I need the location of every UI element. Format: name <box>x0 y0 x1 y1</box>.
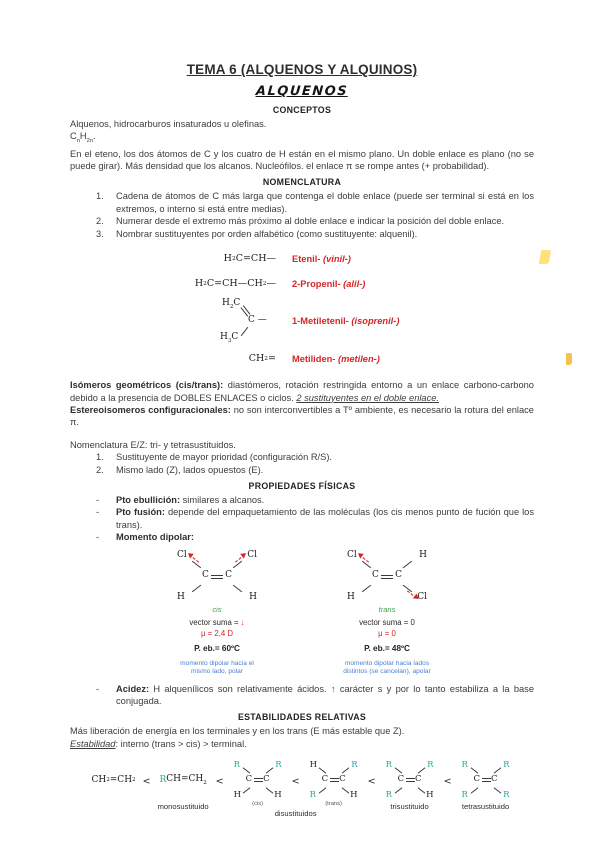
atom-label: R <box>503 760 510 771</box>
note-line: momento dipolar hacia el <box>180 659 254 667</box>
dipole-moment-figure <box>70 550 534 677</box>
item-lead: Pto fusión: <box>116 507 165 518</box>
name-text: 1-Metiletenil- <box>292 316 349 327</box>
atom-label: H <box>309 760 318 771</box>
acidity-list <box>70 683 534 708</box>
carbon-label: C <box>473 774 481 785</box>
substituent-figure <box>142 246 462 371</box>
carbon-label: C <box>491 774 498 785</box>
disubstituted-pair <box>231 760 361 807</box>
list-marker: 2. <box>96 216 104 227</box>
r-group: R <box>159 775 167 786</box>
bond <box>341 768 349 774</box>
substituent-row-metiliden <box>142 346 462 371</box>
chemical-formula <box>159 760 206 800</box>
dipole-moment-value: μ = 0 <box>378 628 396 638</box>
group-label: C — <box>248 315 267 326</box>
item-lead: Pto ebullición: <box>116 494 181 505</box>
page-title: TEMA 6 (ALQUENOS Y ALQUINOS) <box>186 62 418 77</box>
atom-label: Cl <box>417 591 427 602</box>
list-item <box>70 451 534 463</box>
atom-label: R <box>427 760 434 771</box>
trans-structure <box>307 760 361 800</box>
series-item-trans <box>307 760 361 807</box>
double-bond <box>254 778 263 782</box>
list-item <box>70 190 534 215</box>
section-heading-estabilidades: ESTABILIDADES RELATIVAS <box>237 712 367 723</box>
series-label: tetrasustituido <box>461 802 510 812</box>
double-bond <box>381 575 393 579</box>
list-marker: 1. <box>96 191 104 202</box>
substituent-name <box>292 279 365 289</box>
formula-rest: $CH=CH_2$ <box>166 774 207 787</box>
yellow-highlight-mark <box>539 250 551 264</box>
geometric-isomers-paragraph <box>70 379 534 404</box>
carbon-label: C <box>372 569 379 580</box>
configurational-stereoisomers-paragraph <box>70 404 534 429</box>
paragraph-text: : interno (trans > cis) > terminal. <box>115 738 247 749</box>
series-sublabel: (trans) <box>325 801 342 808</box>
series-group-disubstituted <box>231 760 361 818</box>
series-item-cis <box>231 760 285 807</box>
isomer-label: cis <box>212 604 222 614</box>
atom-label: H <box>274 790 282 801</box>
carbon-label: C <box>339 774 346 785</box>
atom-label: Cl <box>247 549 257 560</box>
carbon-label: C <box>321 774 329 785</box>
atom-label: Cl <box>177 549 187 560</box>
bond <box>318 788 326 794</box>
bond <box>417 788 425 794</box>
item-lead: Momento dipolar: <box>116 532 194 543</box>
paragraph-lead: Estereoisomeros configuracionales: <box>70 404 231 415</box>
carbon-label: C <box>225 569 232 580</box>
page-subtitle: ALQUENOS <box>255 84 349 99</box>
list-item <box>70 494 534 506</box>
double-bond <box>406 778 415 782</box>
atom-label: R <box>385 760 392 771</box>
substituent-name <box>292 254 351 264</box>
item-text: similares a alcanos. <box>180 494 265 505</box>
list-item-text: Sustituyente de mayor prioridad (configuración R/S). <box>116 452 332 463</box>
less-than-sign: < <box>291 776 300 788</box>
paragraph-text: no son interconvertibles a Tº ambiente, es necesario la rotura del enlace π. <box>70 404 534 428</box>
series-item-tetrasubstituted <box>459 760 513 811</box>
bond <box>470 788 478 794</box>
list-item <box>70 215 534 227</box>
series-sublabel: (cis) <box>252 801 264 808</box>
chemical-formula: H 2 C=CH— <box>223 253 276 265</box>
list-item-text <box>116 494 534 506</box>
ez-list <box>70 451 534 476</box>
trans-isomer-column <box>323 550 451 677</box>
physical-properties-list <box>70 494 534 544</box>
atom-label: H <box>249 591 257 602</box>
list-item <box>70 506 534 531</box>
atom-label: R <box>351 760 358 771</box>
atom-label: R <box>275 760 282 771</box>
alias-text: (isoprenil-) <box>351 316 400 327</box>
chemical-formula: CH 2 =CH 2 <box>91 775 136 786</box>
less-than-sign: < <box>367 776 376 788</box>
atom-label: H <box>419 549 427 560</box>
section-heading-nomenclatura: NOMENCLATURA <box>262 177 342 188</box>
structure-wrap <box>307 760 361 800</box>
item-lead: Acidez: <box>116 683 150 694</box>
bond <box>493 788 501 794</box>
vector-lead: vector suma = <box>189 617 241 627</box>
list-item <box>70 464 534 476</box>
name-text: Etenil- <box>292 253 321 264</box>
atom-label: R <box>385 790 392 801</box>
annotation-note <box>180 660 254 677</box>
series-item-trisubstituted <box>383 760 437 811</box>
atom-label: H <box>426 790 434 801</box>
underlined-lead: Estabilidad <box>70 738 116 749</box>
bond <box>470 768 478 774</box>
bond <box>403 560 412 568</box>
list-item-text: Mismo lado (Z), lados opuestos (E). <box>116 464 264 475</box>
less-than-sign: < <box>443 776 452 788</box>
atom-label: R <box>461 790 468 801</box>
bond <box>233 584 242 592</box>
note-line: distintos (se cancelan), apolar <box>343 668 431 676</box>
bond <box>265 768 273 774</box>
chemical-formula: H 2 C=CH—CH 2 — <box>194 278 276 290</box>
group-label: $H_2C$ <box>222 298 241 310</box>
substituent-name <box>292 316 399 326</box>
bond <box>394 788 402 794</box>
isopropenyl-structure <box>216 298 276 344</box>
vector-sum-line <box>359 618 415 627</box>
dipole-moment-value: μ = 2,4 D <box>200 628 233 638</box>
series-label: trisustituido <box>390 802 429 812</box>
alias-text: (metilen-) <box>337 353 380 364</box>
carbon-label: C <box>395 569 402 580</box>
carbon-label: C <box>245 774 253 785</box>
list-item-text: Cadena de átomos de C más larga que contenga el doble enlace (puede ser terminal si está en los extremos, o interno si está entre medias). <box>116 191 534 214</box>
series-label: monosustituido <box>157 802 209 812</box>
structure-wrap <box>459 760 513 800</box>
bond <box>192 584 201 592</box>
cis-structure <box>231 760 285 800</box>
trans-dichloroethene-structure <box>339 550 435 602</box>
less-than-sign: < <box>142 776 151 788</box>
tetrasubstituted-structure <box>459 760 513 800</box>
cis-isomer-column <box>153 550 281 677</box>
substituent-row-metiletenil <box>142 296 462 346</box>
nomenclatura-list <box>70 190 534 240</box>
carbon-label: C <box>202 569 209 580</box>
trisubstituted-structure <box>383 760 437 800</box>
annotation-note <box>343 660 431 677</box>
stability-line1: Más liberación de energía en los terminales y en los trans (E más estable que Z). <box>70 726 405 737</box>
double-bond <box>330 778 339 782</box>
substituent-row-propenil <box>142 271 462 296</box>
chemical-structure <box>142 298 292 344</box>
list-marker: - <box>96 683 100 694</box>
substituent-name <box>292 354 380 364</box>
carbon-label: C <box>263 774 270 785</box>
stability-series-figure <box>70 760 534 818</box>
vector-lead: vector suma = <box>359 617 411 627</box>
single-bond <box>241 327 249 336</box>
bond <box>242 788 250 794</box>
atom-label: Cl <box>347 549 357 560</box>
list-marker: 3. <box>96 228 104 239</box>
alias-text: (vinil-) <box>323 253 351 264</box>
list-marker: - <box>96 532 100 543</box>
atom-label: R <box>503 790 510 801</box>
series-label: disustituidos <box>274 809 317 819</box>
list-item <box>70 683 534 708</box>
paragraph-lead: Isómeros geométricos (cis/trans): <box>70 380 224 391</box>
bond <box>242 768 250 774</box>
list-marker: 1. <box>96 452 104 463</box>
atom-label: R <box>233 760 241 771</box>
note-line: momento dipolar hacia lados <box>344 659 430 667</box>
double-bond <box>211 575 223 579</box>
less-than-sign: < <box>215 776 224 788</box>
atom-label: H <box>233 790 242 801</box>
isomer-label: trans <box>378 604 396 614</box>
note-line: mismo lado, polar <box>190 668 244 676</box>
group-label: $H_3C$ <box>220 332 239 345</box>
list-item <box>70 531 534 543</box>
carbon-label: C <box>397 774 405 785</box>
conceptos-body: En el eteno, los dos átomos de C y los cuatro de H están en el mismo plano. Un doble enlace es plano (no se puede girar). Más densidad que los alcanos. Nucleófilos. el enlace π se rompe antes (+ probabilidad). <box>70 148 534 172</box>
list-marker: - <box>96 507 100 518</box>
double-bond <box>482 778 491 782</box>
bond <box>362 584 371 592</box>
bond <box>394 768 402 774</box>
bond <box>318 768 326 774</box>
alias-text: (alil-) <box>343 278 366 289</box>
section-heading-conceptos: CONCEPTOS <box>272 105 332 115</box>
atom-label: R <box>309 790 316 801</box>
list-marker: 2. <box>96 464 104 475</box>
structure-wrap <box>231 760 285 800</box>
conceptos-intro: Alquenos, hidrocarburos insaturados u olefinas. <box>70 119 267 129</box>
atom-label: H <box>350 790 358 801</box>
list-item-text <box>116 531 534 543</box>
series-item-ethene <box>91 760 135 800</box>
bond <box>341 788 349 794</box>
item-text: H alquenílicos son relativamente ácidos. ↑ carácter s y por lo tanto estabiliza a la base conjugada. <box>116 683 534 706</box>
section-heading-propiedades: PROPIEDADES FÍSICAS <box>248 480 356 491</box>
boiling-point: P. eb.= 48ºC <box>364 643 410 653</box>
vector-sum-line <box>189 618 244 627</box>
list-item-text: Nombrar sustituyentes por orden alfabético (como sustituyente: alquenil). <box>116 228 418 239</box>
vector-value: ↓ <box>240 617 245 627</box>
bond <box>493 768 501 774</box>
paragraph-text: diastómeros, rotación restringida entorno a un enlace carbono-carbono debido a la presencia de DOBLES ENLACES o ciclos. <box>70 380 534 403</box>
bond <box>265 788 273 794</box>
carbon-label: C <box>415 774 422 785</box>
vector-value: 0 <box>410 617 415 627</box>
item-text: depende del empaquetamiento de las moléculas (los cis menos punto de fución que los trans). <box>116 507 534 530</box>
boiling-point: P. eb.= 60ºC <box>194 643 240 653</box>
series-item-monosubstituted <box>158 760 209 811</box>
stability-line2 <box>70 738 534 750</box>
cis-dichloroethene-structure <box>169 550 265 602</box>
list-item <box>70 228 534 240</box>
chemical-formula: CH 2 = <box>248 353 276 365</box>
list-item-text <box>116 683 534 708</box>
list-item-text: Numerar desde el extremo más próximo al doble enlace e indicar la posición del doble enlace. <box>116 216 505 227</box>
structure-wrap <box>383 760 437 800</box>
conceptos-general-formula: $C_nH_{2n}$. <box>70 131 96 145</box>
atom-label: H <box>347 591 355 602</box>
atom-label: H <box>177 591 185 602</box>
substituent-row-etenil <box>142 246 462 271</box>
bond <box>417 768 425 774</box>
yellow-highlight-mark <box>566 353 572 365</box>
list-item-text <box>116 506 534 531</box>
name-text: Metiliden- <box>292 353 336 364</box>
ez-nomenclature-intro: Nomenclatura E/Z: tri- y tetrasustituidos. <box>70 439 236 450</box>
underlined-phrase: 2 sustituyentes en el doble enlace. <box>296 392 440 403</box>
name-text: 2-Propenil- <box>292 278 341 289</box>
atom-label: R <box>461 760 468 771</box>
list-marker: - <box>96 494 100 505</box>
